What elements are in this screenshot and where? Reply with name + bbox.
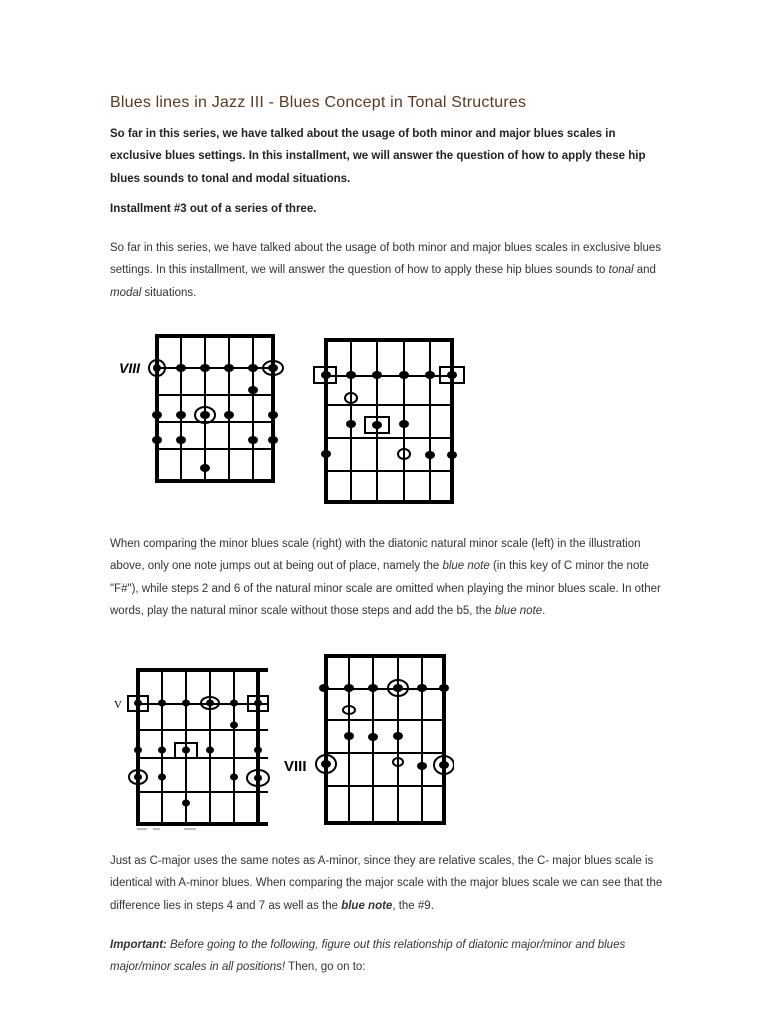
note-dot [399,371,409,379]
paragraph-intro-end: situations. [141,286,197,299]
fretboard-diagram-natural-minor [115,330,290,490]
paragraph-intro [110,237,670,304]
position-label: VIII [284,758,307,775]
note-dot [268,436,278,444]
position-label: V [114,699,122,711]
note-dot [425,371,435,379]
note-dot [152,436,162,444]
footnote-mark [153,828,160,830]
fretboard-diagram-major-blues [282,650,454,830]
installment-note: Installment #3 out of a series of three. [110,203,317,215]
note-dot [248,436,258,444]
paragraph-comparison [110,533,670,622]
note-dot [319,684,329,692]
note-dot [417,684,427,692]
important-text: Before going to the following, figure out this relationship of diatonic major/minor and blues major/minor scales in all positions! [110,939,626,974]
note-dot [254,747,262,754]
note-dot [248,386,258,394]
important-label: Important: [110,939,167,951]
note-dot [224,411,234,419]
root-dot [182,747,190,754]
root-dot [439,761,449,769]
blue-note-term: blue note [341,899,393,912]
note-dot [200,464,210,472]
paragraph-important [110,934,670,979]
paragraph-major-blues-text: Just as C-major uses the same notes as A-minor, since they are relative scales, the C- major blues scale is identical with A-minor blues. When comparing the major scale with the major blues scale we can see that the difference lies in steps 4 and 7 as well as the [110,855,663,912]
root-dot [254,775,262,782]
note-dot [158,774,166,781]
note-dot [346,420,356,428]
root-dot [254,700,262,707]
intro-summary: So far in this series, we have talked about the usage of both minor and major blues scales in exclusive blues settings. In this installment, we will answer the question of how to apply these hip blues sounds to tonal and modal situations. [110,128,646,185]
and-text: and [633,264,656,277]
root-dot [134,700,142,707]
root-dot [372,421,382,429]
tonal-term: tonal [608,264,634,277]
note-dot [321,450,331,458]
note-dot [224,364,234,372]
root-dot [393,684,403,692]
note-dot [368,684,378,692]
note-dot [230,722,238,729]
root-dot [321,760,331,768]
blue-note-term: blue note [494,604,543,617]
paragraph-major-blues-end: , the #9. [392,899,434,912]
note-dot [176,411,186,419]
paragraph-comparison-text-2: (in this key of C minor the note "F#"), while steps 2 and 6 of the natural minor scale are omitted when playing the minor blues scale. In other words, play the natural minor scale without those steps and add the b5, the [110,560,661,617]
paragraph-intro-text: So far in this series, we have talked about the usage of both minor and major blues scales in exclusive blues settings. In this installment, we will answer the question of how to apply these hip blues sounds to [110,242,662,277]
root-dot [447,371,457,379]
note-dot [230,700,238,707]
footnote-mark [137,828,147,830]
note-dot [206,747,214,754]
note-dot [268,411,278,419]
root-dot [200,411,210,419]
modal-term: modal [110,286,142,299]
note-dot [425,451,435,459]
note-dot [346,371,356,379]
note-dot [182,800,190,807]
root-dot [321,371,331,379]
note-dot [447,451,457,459]
note-dot [158,747,166,754]
note-dot [176,436,186,444]
note-dot [399,420,409,428]
root-dot [153,364,161,372]
note-dot [393,732,403,740]
note-dot [200,364,210,372]
note-dot [417,762,427,770]
note-dot [158,700,166,707]
paragraph-comparison-end: . [542,604,546,617]
note-dot [182,700,190,707]
root-dot [206,700,214,707]
note-dot [176,364,186,372]
paragraph-major-blues [110,850,670,917]
fretboard-diagram-major-scale [112,664,282,834]
root-dot [268,364,278,372]
note-dot [439,684,449,692]
important-end: Then, go on to: [285,961,366,974]
note-dot [344,684,354,692]
blue-note-term: blue note [442,560,490,573]
root-dot [134,774,142,781]
note-dot [134,747,142,754]
footnote-mark [184,828,196,830]
note-dot [372,371,382,379]
paragraph-comparison-text: When comparing the minor blues scale (right) with the diatonic natural minor scale (left) in the illustration above, only one note jumps out at being out of place, namely the [110,538,641,573]
note-dot [230,774,238,781]
position-label: VIII [119,360,141,376]
fretboard-diagram-minor-blues [312,334,472,509]
note-dot [344,732,354,740]
note-dot [248,364,258,372]
note-dot [368,733,378,741]
note-dot [152,411,162,419]
article-title: Blues lines in Jazz III - Blues Concept in Tonal Structures [110,94,527,111]
